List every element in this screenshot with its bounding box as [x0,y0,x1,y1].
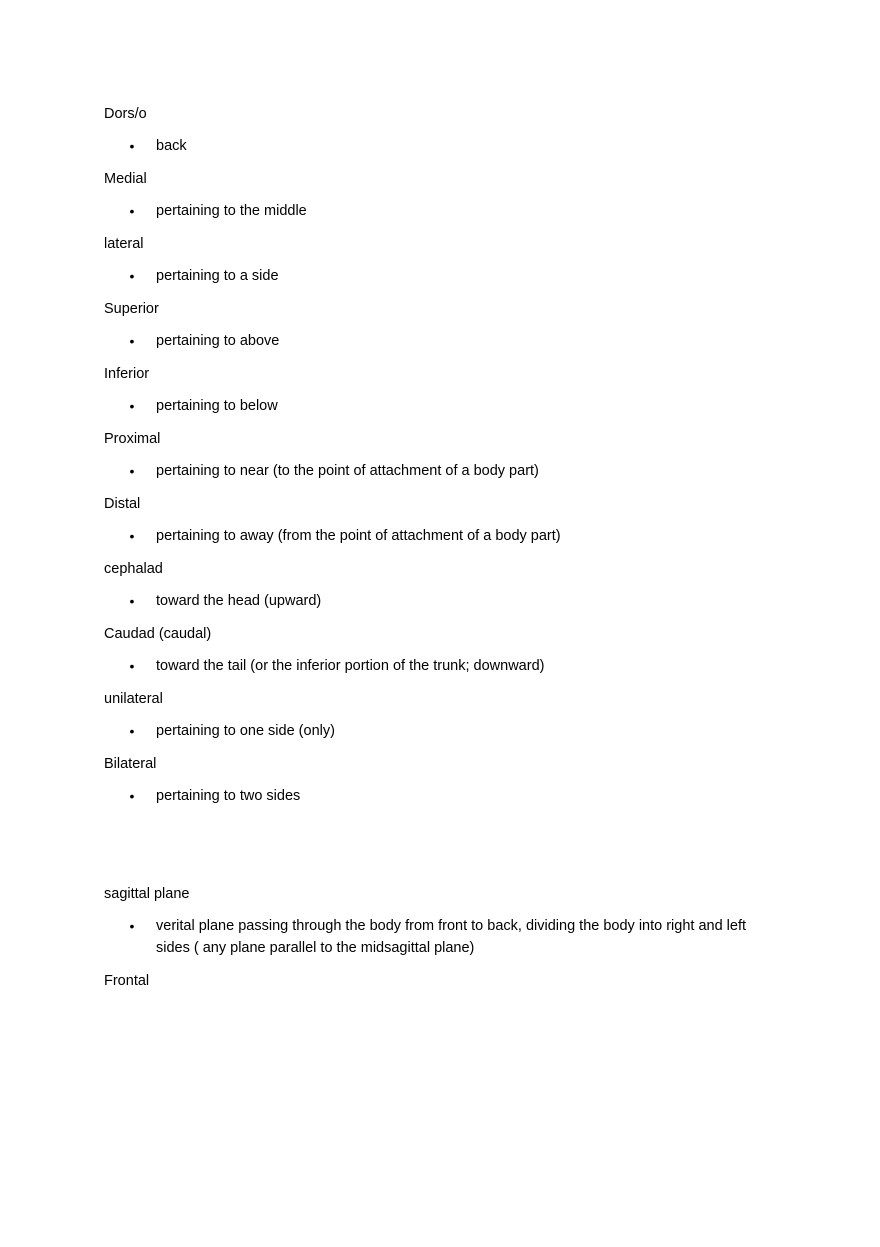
document-body [104,103,784,992]
definition-text: pertaining to below [156,398,278,414]
bullet-icon: • [129,723,135,739]
definition-text: toward the tail (or the inferior portion of the trunk; downward) [156,658,545,674]
term-dorso: Dors/o [104,106,147,122]
definition-text: pertaining to near (to the point of attachment of a body part) [156,463,539,479]
definition-list [104,525,784,547]
term-sagittal-plane: sagittal plane [104,886,190,902]
term-cephalad: cephalad [104,561,163,577]
term-proximal: Proximal [104,431,161,447]
definition-list [104,655,784,677]
term-unilateral: unilateral [104,691,163,707]
term-medial: Medial [104,171,147,187]
definition-text: pertaining to one side (only) [156,723,335,739]
definition-text: verital plane passing through the body from front to back, dividing the body into right and left sides ( any plane parallel to the midsagittal plane) [156,918,747,956]
definition-text: pertaining to the middle [156,203,307,219]
bullet-icon: • [129,333,135,349]
definition-text: pertaining to away (from the point of attachment of a body part) [156,528,561,544]
term-superior: Superior [104,301,159,317]
bullet-icon: • [129,593,135,609]
definition-item [104,785,784,807]
definition-text: pertaining to a side [156,268,279,284]
definition-list [104,330,784,352]
definition-text: pertaining to two sides [156,788,301,804]
definition-item [104,135,784,157]
bullet-icon: • [129,398,135,414]
definition-list [104,590,784,612]
blank-space [104,818,784,883]
bullet-icon: • [129,203,135,219]
definition-list [104,720,784,742]
definition-item [104,460,784,482]
definition-text: toward the head (upward) [156,593,322,609]
term-distal: Distal [104,496,141,512]
definition-item [104,915,784,959]
definition-item [104,590,784,612]
term-inferior: Inferior [104,366,150,382]
bullet-icon: • [129,463,135,479]
bullet-icon: • [129,268,135,284]
bullet-icon: • [129,138,135,154]
definition-list [104,395,784,417]
term-lateral: lateral [104,236,144,252]
definition-item [104,265,784,287]
definition-item [104,525,784,547]
definition-list [104,460,784,482]
definition-item [104,395,784,417]
definition-list [104,785,784,807]
definition-item [104,330,784,352]
definition-item [104,720,784,742]
definition-item [104,200,784,222]
term-caudad: Caudad (caudal) [104,626,212,642]
definition-list [104,265,784,287]
definition-list [104,200,784,222]
bullet-icon: • [129,788,135,804]
definition-item [104,655,784,677]
bullet-icon: • [129,528,135,544]
definition-list [104,135,784,157]
bullet-icon: • [129,918,135,934]
definition-text: back [156,138,187,154]
definition-text: pertaining to above [156,333,280,349]
bullet-icon: • [129,658,135,674]
term-bilateral: Bilateral [104,756,157,772]
definition-list [104,915,784,959]
term-frontal: Frontal [104,973,150,989]
